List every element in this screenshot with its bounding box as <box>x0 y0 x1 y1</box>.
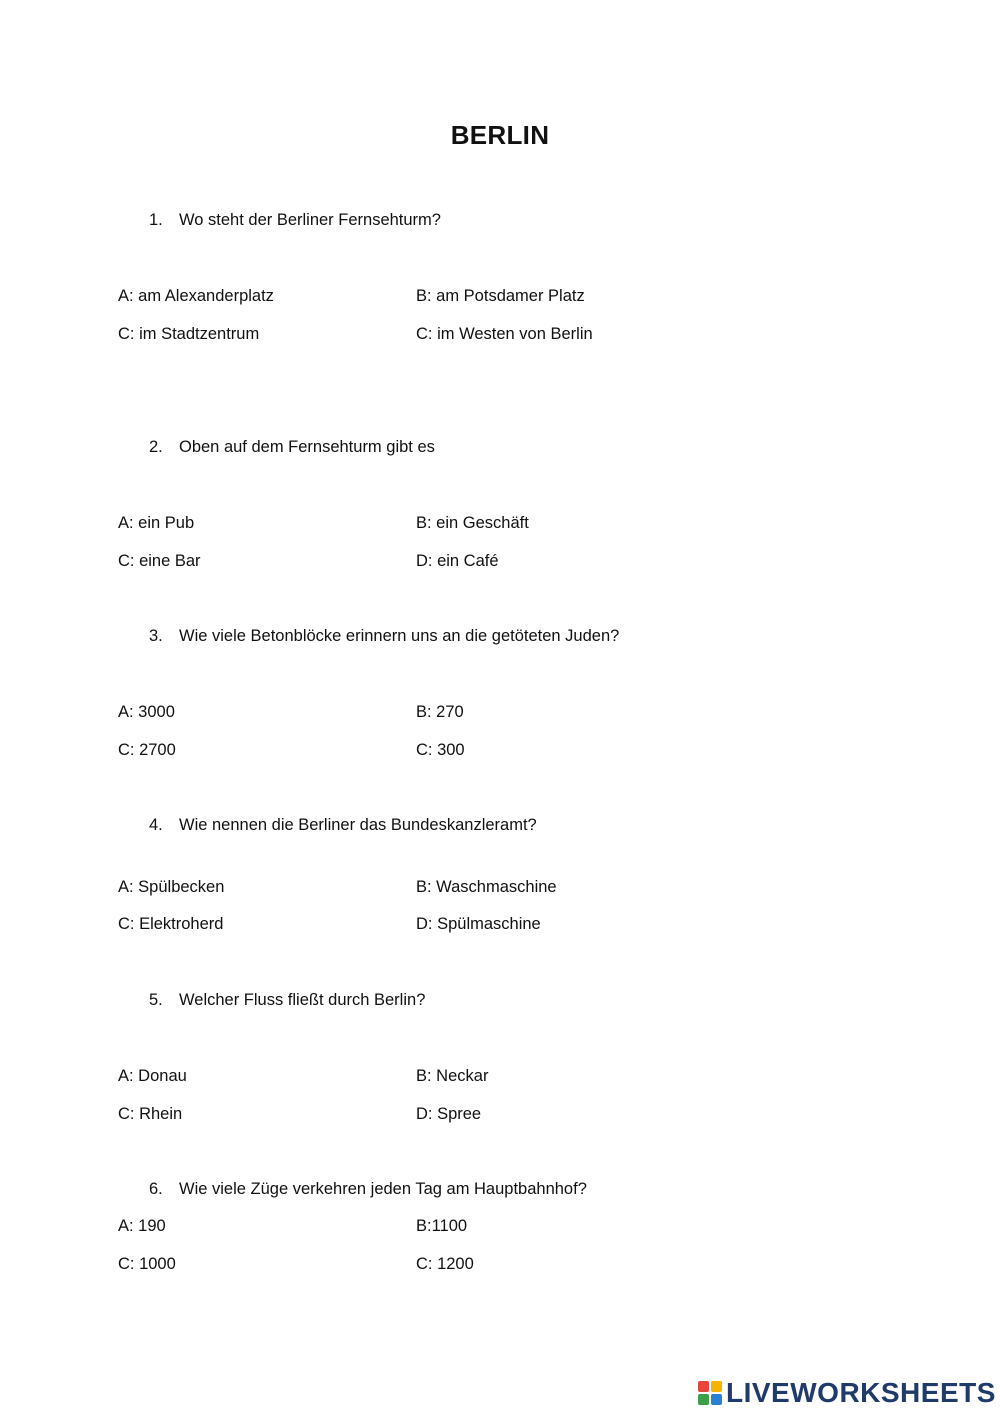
option-2c[interactable]: C: eine Bar <box>118 552 201 570</box>
option-3b[interactable]: B: 270 <box>416 703 464 721</box>
question-text: Wie viele Betonblöcke erinnern uns an die getöteten Juden? <box>179 627 620 645</box>
question-number: 5. <box>149 991 163 1009</box>
question-text: Wie viele Züge verkehren jeden Tag am Hauptbahnhof? <box>179 1180 587 1198</box>
option-4c[interactable]: C: Elektroherd <box>118 915 224 933</box>
question-text: Oben auf dem Fernsehturm gibt es <box>179 438 435 456</box>
question-4 <box>149 814 537 836</box>
option-5a[interactable]: A: Donau <box>118 1067 187 1085</box>
page-title: BERLIN <box>450 120 550 150</box>
option-6a[interactable]: A: 190 <box>118 1217 166 1235</box>
question-text: Wie nennen die Berliner das Bundeskanzleramt? <box>179 816 537 834</box>
option-6b[interactable]: B:1100 <box>416 1217 468 1235</box>
option-1c[interactable]: C: im Stadtzentrum <box>118 325 260 343</box>
option-3c[interactable]: C: 2700 <box>118 741 176 759</box>
option-5b[interactable]: B: Neckar <box>416 1067 489 1085</box>
option-5d[interactable]: D: Spree <box>416 1105 482 1123</box>
question-5 <box>149 989 425 1011</box>
question-2 <box>149 436 435 458</box>
option-6d[interactable]: C: 1200 <box>416 1255 474 1273</box>
question-number: 4. <box>149 816 163 834</box>
option-3d[interactable]: C: 300 <box>416 741 465 759</box>
question-3 <box>149 625 619 647</box>
question-number: 6. <box>149 1180 163 1198</box>
liveworksheets-logo <box>698 1376 996 1410</box>
option-2a[interactable]: A: ein Pub <box>118 514 195 532</box>
option-5c[interactable]: C: Rhein <box>118 1105 183 1123</box>
option-3a[interactable]: A: 3000 <box>118 703 175 721</box>
logo-tiles-icon <box>698 1381 722 1405</box>
option-1b[interactable]: B: am Potsdamer Platz <box>416 287 585 305</box>
question-number: 1. <box>149 211 163 229</box>
option-2b[interactable]: B: ein Geschäft <box>416 514 529 532</box>
option-6c[interactable]: C: 1000 <box>118 1255 176 1273</box>
question-number: 3. <box>149 627 163 645</box>
option-2d[interactable]: D: ein Café <box>416 552 499 570</box>
question-6 <box>149 1178 587 1200</box>
option-4b[interactable]: B: Waschmaschine <box>416 878 557 896</box>
option-1a[interactable]: A: am Alexanderplatz <box>118 287 274 305</box>
question-1 <box>149 209 441 231</box>
question-text: Welcher Fluss fließt durch Berlin? <box>179 991 426 1009</box>
option-1d[interactable]: C: im Westen von Berlin <box>416 325 593 343</box>
watermark-text: LIVEWORKSHEETS <box>726 1377 996 1408</box>
question-text: Wo steht der Berliner Fernsehturm? <box>179 211 441 229</box>
question-number: 2. <box>149 438 163 456</box>
option-4a[interactable]: A: Spülbecken <box>118 878 225 896</box>
option-4d[interactable]: D: Spülmaschine <box>416 915 541 933</box>
